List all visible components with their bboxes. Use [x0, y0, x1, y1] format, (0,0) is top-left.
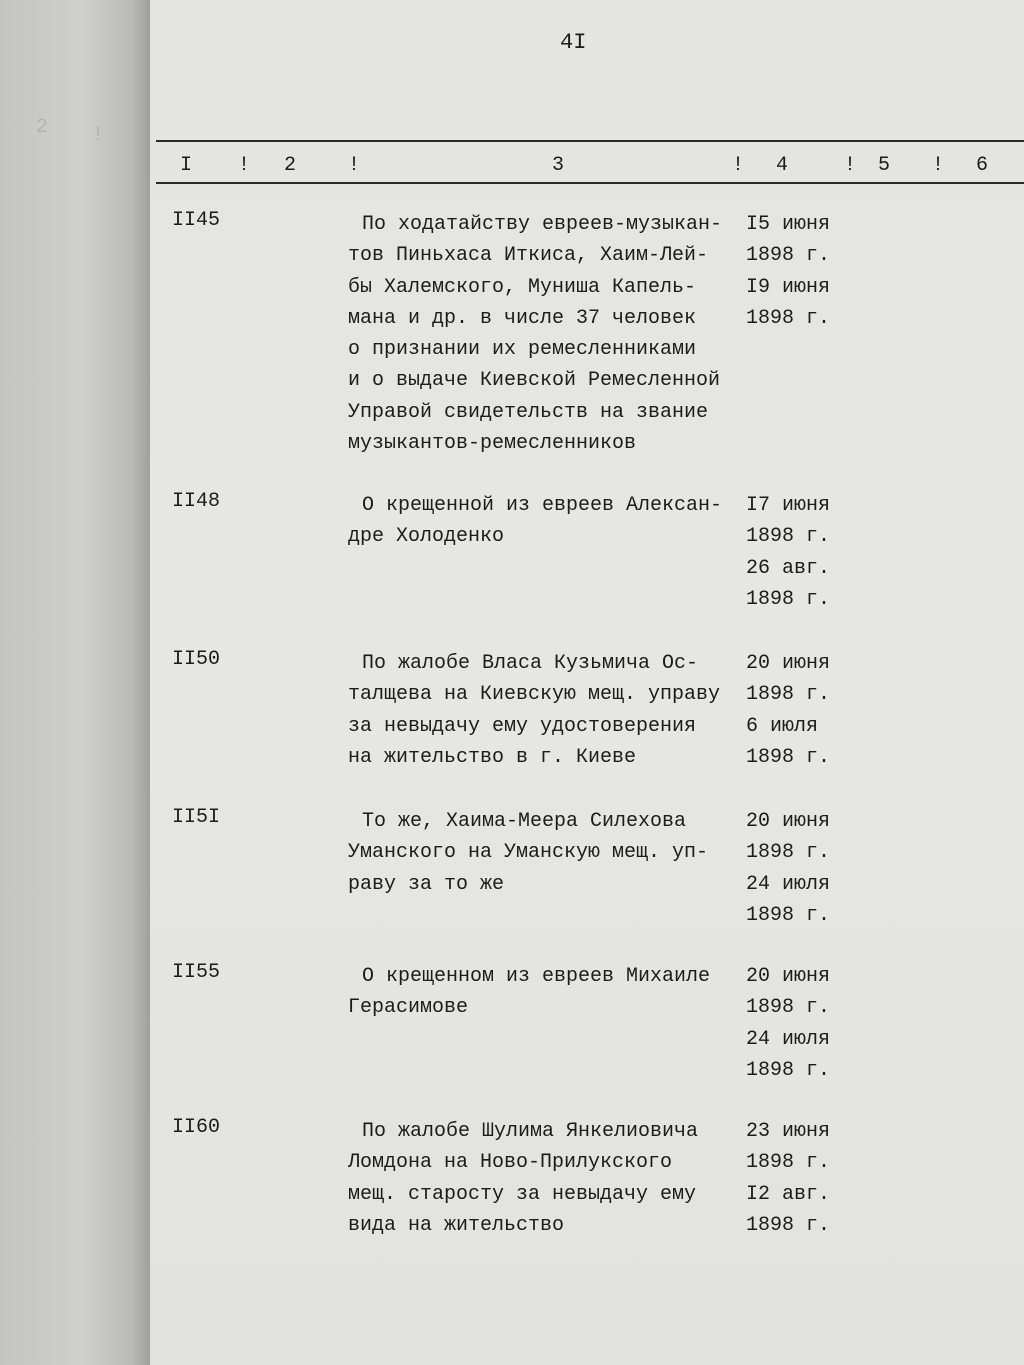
case-number: II48: [172, 490, 221, 513]
date-line: 6 июля: [746, 714, 819, 738]
date-line: 24 июля: [746, 872, 831, 896]
description-line: Ломдона на Ново-Прилукского: [348, 1151, 673, 1175]
case-number: II5I: [172, 806, 221, 829]
table-header-top-rule: [156, 140, 1024, 142]
description-line: бы Халемского, Муниша Капель-: [348, 275, 697, 299]
page-number: 4I: [560, 30, 587, 55]
date-line: 1898 г.: [746, 525, 831, 549]
date-line: 1898 г.: [746, 683, 831, 707]
date-line: 24 июля: [746, 1027, 831, 1051]
case-dates: [746, 209, 830, 334]
book-spine-shadow: [0, 0, 150, 1365]
description-line: раву за то же: [348, 872, 505, 896]
header-separator: !: [844, 154, 857, 177]
description-line: По жалобе Шулима Янкелиовича: [362, 1120, 699, 1143]
description-line: Уманского на Уманскую мещ. уп-: [348, 841, 709, 865]
description-line: мещ. старосту за невыдачу ему: [348, 1182, 697, 1206]
date-line: 1898 г.: [746, 1058, 831, 1082]
date-line: I2 авг.: [746, 1182, 831, 1206]
case-dates: [746, 1116, 830, 1241]
case-dates: [746, 961, 830, 1086]
date-line: 1898 г.: [746, 996, 831, 1020]
description-line: вида на жительство: [348, 1213, 565, 1237]
date-line: 1898 г.: [746, 841, 831, 865]
document-page: [150, 0, 1024, 1365]
case-description: [348, 209, 758, 459]
header-col-1: I: [180, 154, 193, 177]
case-description: [348, 1116, 758, 1241]
case-description: [348, 806, 758, 900]
spine-mark-column: 2: [36, 116, 49, 139]
date-line: 1898 г.: [746, 1213, 831, 1237]
description-line: тов Пиньхаса Иткиса, Хаим-Лей-: [348, 244, 709, 268]
date-line: 20 июня: [746, 652, 831, 675]
date-line: 20 июня: [746, 810, 831, 833]
description-line: музыкантов-ремесленников: [348, 432, 637, 456]
date-line: 1898 г.: [746, 306, 831, 330]
header-col-3: 3: [552, 154, 565, 177]
case-dates: [746, 648, 830, 773]
description-line: Герасимове: [348, 996, 469, 1020]
header-col-6: 6: [976, 154, 989, 177]
description-line: о признании их ремесленниками: [348, 338, 697, 362]
date-line: 23 июня: [746, 1120, 831, 1143]
header-col-2: 2: [284, 154, 297, 177]
description-line: и о выдаче Киевской Ремесленной: [348, 369, 721, 393]
description-line: талщева на Киевскую мещ. управу: [348, 683, 721, 707]
date-line: 1898 г.: [746, 1151, 831, 1175]
header-col-5: 5: [878, 154, 891, 177]
header-separator: !: [732, 154, 745, 177]
date-line: 1898 г.: [746, 244, 831, 268]
case-dates: [746, 490, 830, 615]
description-line: По жалобе Власа Кузьмича Ос-: [362, 652, 699, 675]
description-line: По ходатайству евреев-музыкан-: [362, 213, 723, 236]
description-line: О крещенном из евреев Михаиле: [362, 965, 711, 988]
case-number: II60: [172, 1116, 221, 1139]
date-line: 20 июня: [746, 965, 831, 988]
date-line: I9 июня: [746, 275, 831, 299]
description-line: на жительство в г. Киеве: [348, 745, 637, 769]
spine-mark-separator: !: [92, 124, 105, 147]
date-line: 1898 г.: [746, 745, 831, 769]
description-line: Управой свидетельств на звание: [348, 400, 709, 424]
case-description: [348, 490, 758, 553]
header-separator: !: [932, 154, 945, 177]
date-line: 1898 г.: [746, 587, 831, 611]
case-description: [348, 648, 758, 773]
table-header-bottom-rule: [156, 182, 1024, 184]
description-line: То же, Хаима-Меера Силехова: [362, 810, 687, 833]
date-line: 1898 г.: [746, 903, 831, 927]
header-col-4: 4: [776, 154, 789, 177]
case-number: II45: [172, 209, 221, 232]
date-line: I5 июня: [746, 213, 831, 236]
case-number: II55: [172, 961, 221, 984]
date-line: 26 авг.: [746, 556, 831, 580]
header-separator: !: [348, 154, 361, 177]
description-line: дре Холоденко: [348, 525, 505, 549]
table-header-row: [150, 154, 1024, 180]
case-description: [348, 961, 758, 1024]
case-dates: [746, 806, 830, 931]
case-number: II50: [172, 648, 221, 671]
date-line: I7 июня: [746, 494, 831, 517]
description-line: за невыдачу ему удостоверения: [348, 714, 697, 738]
description-line: мана и др. в числе 37 человек: [348, 306, 697, 330]
header-separator: !: [238, 154, 251, 177]
description-line: О крещенной из евреев Алексан-: [362, 494, 723, 517]
